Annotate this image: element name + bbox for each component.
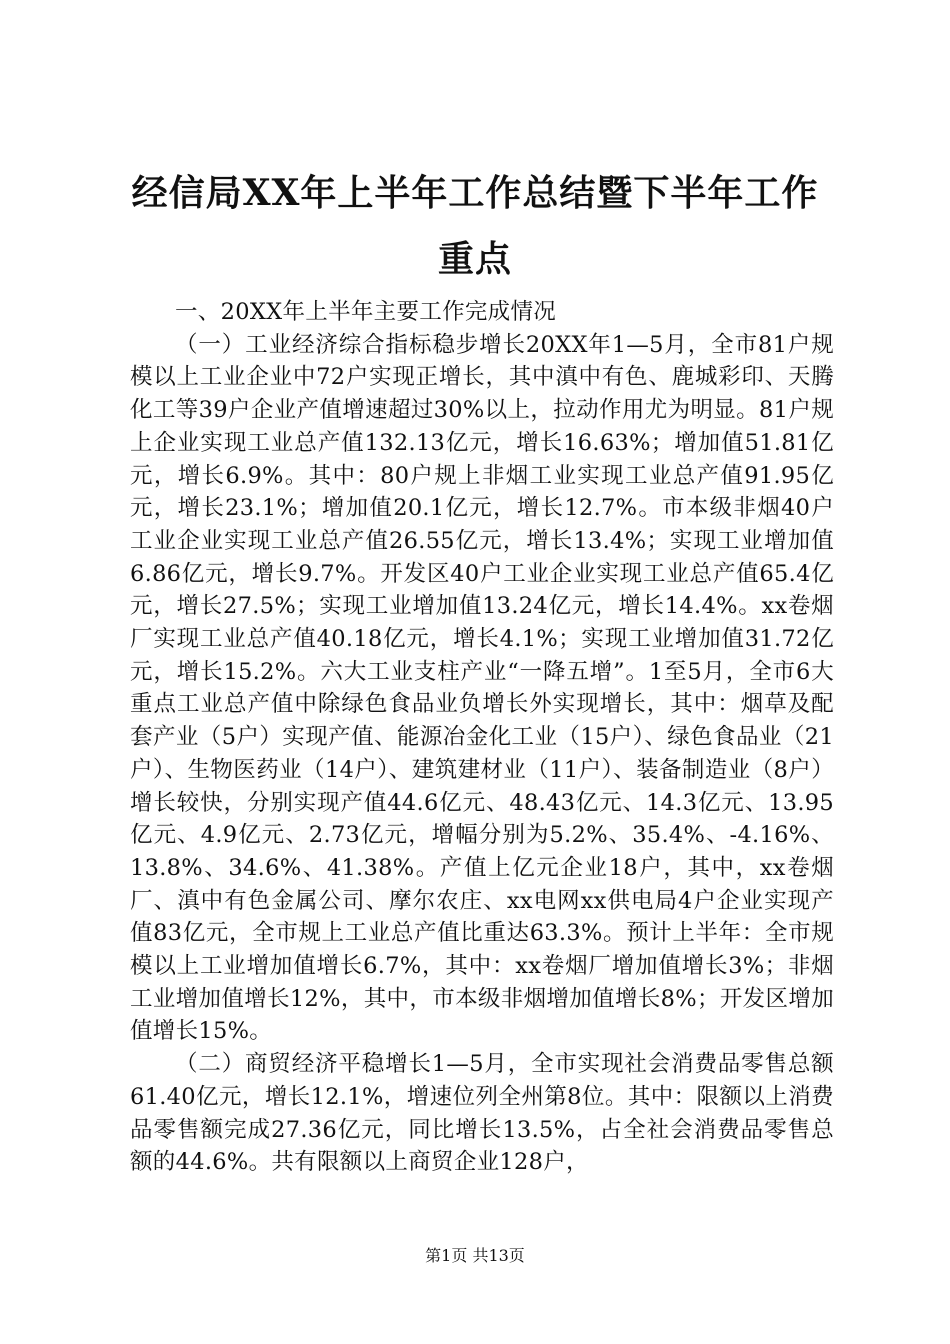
body-paragraph: （一）工业经济综合指标稳步增长20XX年1—5月，全市81户规模以上工业企业中72户实现正增长，其中滇中有色、鹿城彩印、天腾化工等39户企业产值增速超过30%以上，拉动作用尤为明显。81户规上企业实现工业总产值132.13亿元，增长16.63%；增加值51.81亿元，增长6.9%。其中：80户规上非烟工业实现工业总产值91.95亿元，增长23.1%；增加值20.1亿元，增长12.7%。市本级非烟40户工业企业实现工业总产值26.55亿元，增长13.4%；实现工业增加值6.86亿元，增长9.7%。开发区40户工业企业实现工业总产值65.4亿元，增长27.5%；实现工业增加值13.24亿元，增长14.4%。xx卷烟厂实现工业总产值40.18亿元，增长4.1%；实现工业增加值31.72亿元，增长15.2%。六大工业支柱产业“一降五增”。1至5月，全市6大重点工业总产值中除绿色食品业负增长外实现增长，其中：烟草及配套产业（5户）实现产值、能源冶金化工业（15户）、绿色食品业（21户）、生物医药业（14户）、建筑建材业（11户）、装备制造业（8户）增长较快，分别实现产值44.6亿元、48.43亿元、14.3亿元、13.95亿元、4.9亿元、2.73亿元，增幅分别为5.2%、35.4%、-4.16%、13.8%、34.6%、41.38%。产值上亿元企业18户，其中，xx卷烟厂、滇中有色金属公司、摩尔农庄、xx电网xx供电局4户企业实现产值83亿元，全市规上工业总产值比重达63.3%。预计上半年：全市规模以上工业增加值增长6.7%，其中：xx卷烟厂增加值增长3%；非烟工业增加值增长12%，其中，市本级非烟增加值增长8%；开发区增加值增长15%。 — [130, 331, 834, 1045]
section-heading: 一、20XX年上半年主要工作完成情况 — [175, 299, 557, 325]
body-paragraph: （二）商贸经济平稳增长1—5月，全市实现社会消费品零售总额61.40亿元，增长12.1%，增速位列全州第8位。其中：限额以上消费品零售额完成27.36亿元，同比增长13.5%，占全社会消费品零售总额的44.6%。共有限额以上商贸企业128户， — [130, 1051, 834, 1176]
page-footer: 第1页 共13页 — [425, 1246, 525, 1265]
document-body — [130, 296, 834, 1179]
document-title: 经信局XX年上半年工作总结暨下半年工作重点 — [131, 172, 819, 280]
